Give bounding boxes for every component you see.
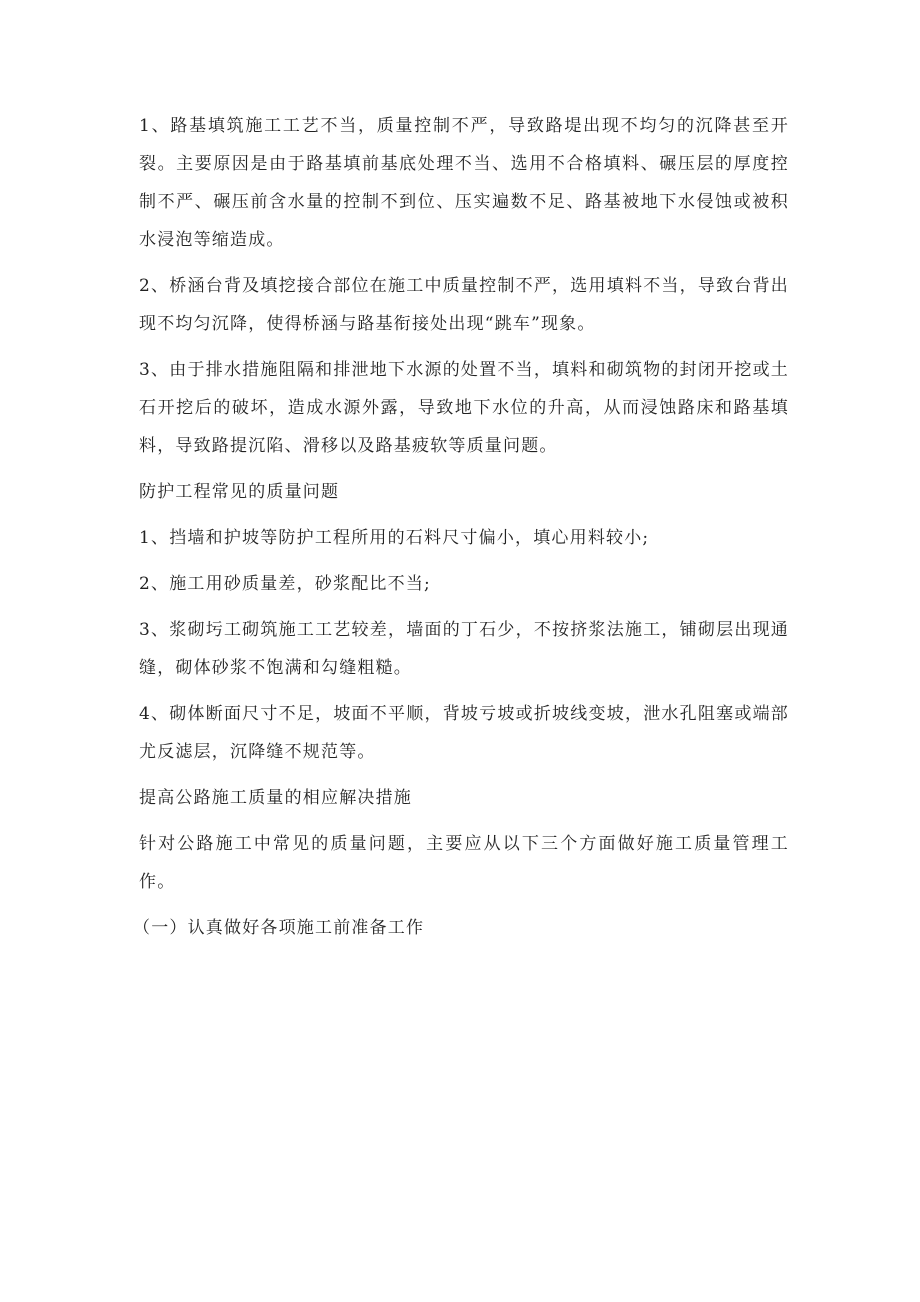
paragraph-three-aspects: 针对公路施工中常见的质量问题，主要应从以下三个方面做好施工质量管理工作。 — [139, 834, 789, 892]
heading-protection-issues: 防护工程常见的质量问题 — [139, 482, 340, 502]
paragraph-drainage: 3、由于排水措施阻隔和排泄地下水源的处置不当，填料和砌筑物的封闭开挖或土石开挖后的破坏，造成水源外露，导致地下水位的升高，从而浸蚀路床和路基填料，导致路提沉陷、滑移以及路基疲软等质量问题。 — [139, 360, 789, 456]
heading-preparation-work: （一）认真做好各项施工前准备工作 — [133, 918, 425, 938]
paragraph-bridge-backfill: 2、桥涵台背及填挖接合部位在施工中质量控制不严，选用填料不当，导致台背出现不均匀沉降，使得桥涵与路基衔接处出现“跳车”现象。 — [139, 276, 789, 334]
document-page — [133, 107, 789, 947]
paragraph-sand-quality: 2、施工用砂质量差，砂浆配比不当; — [139, 574, 431, 594]
paragraph-subgrade-filling: 1、路基填筑施工工艺不当，质量控制不严，导致路堤出现不均匀的沉降甚至开裂。主要原因是由于路基填前基底处理不当、选用不合格填料、碾压层的厚度控制不严、碾压前含水量的控制不到位、压实遍数不足、路基被地下水侵蚀或被积水浸泡等缩造成。 — [139, 116, 789, 250]
paragraph-masonry: 3、浆砌圬工砌筑施工工艺较差，墙面的丁石少，不按挤浆法施工，铺砌层出现通缝，砌体砂浆不饱满和勾缝粗糙。 — [139, 620, 789, 678]
paragraph-section-size: 4、砌体断面尺寸不足，坡面不平顺，背坡亏坡或折坡线变坡，泄水孔阻塞或端部尤反滤层，沉降缝不规范等。 — [139, 704, 789, 762]
heading-improvement-measures: 提高公路施工质量的相应解决措施 — [139, 788, 412, 808]
paragraph-retaining-wall: 1、挡墙和护坡等防护工程所用的石料尺寸偏小，填心用料较小; — [139, 528, 650, 548]
